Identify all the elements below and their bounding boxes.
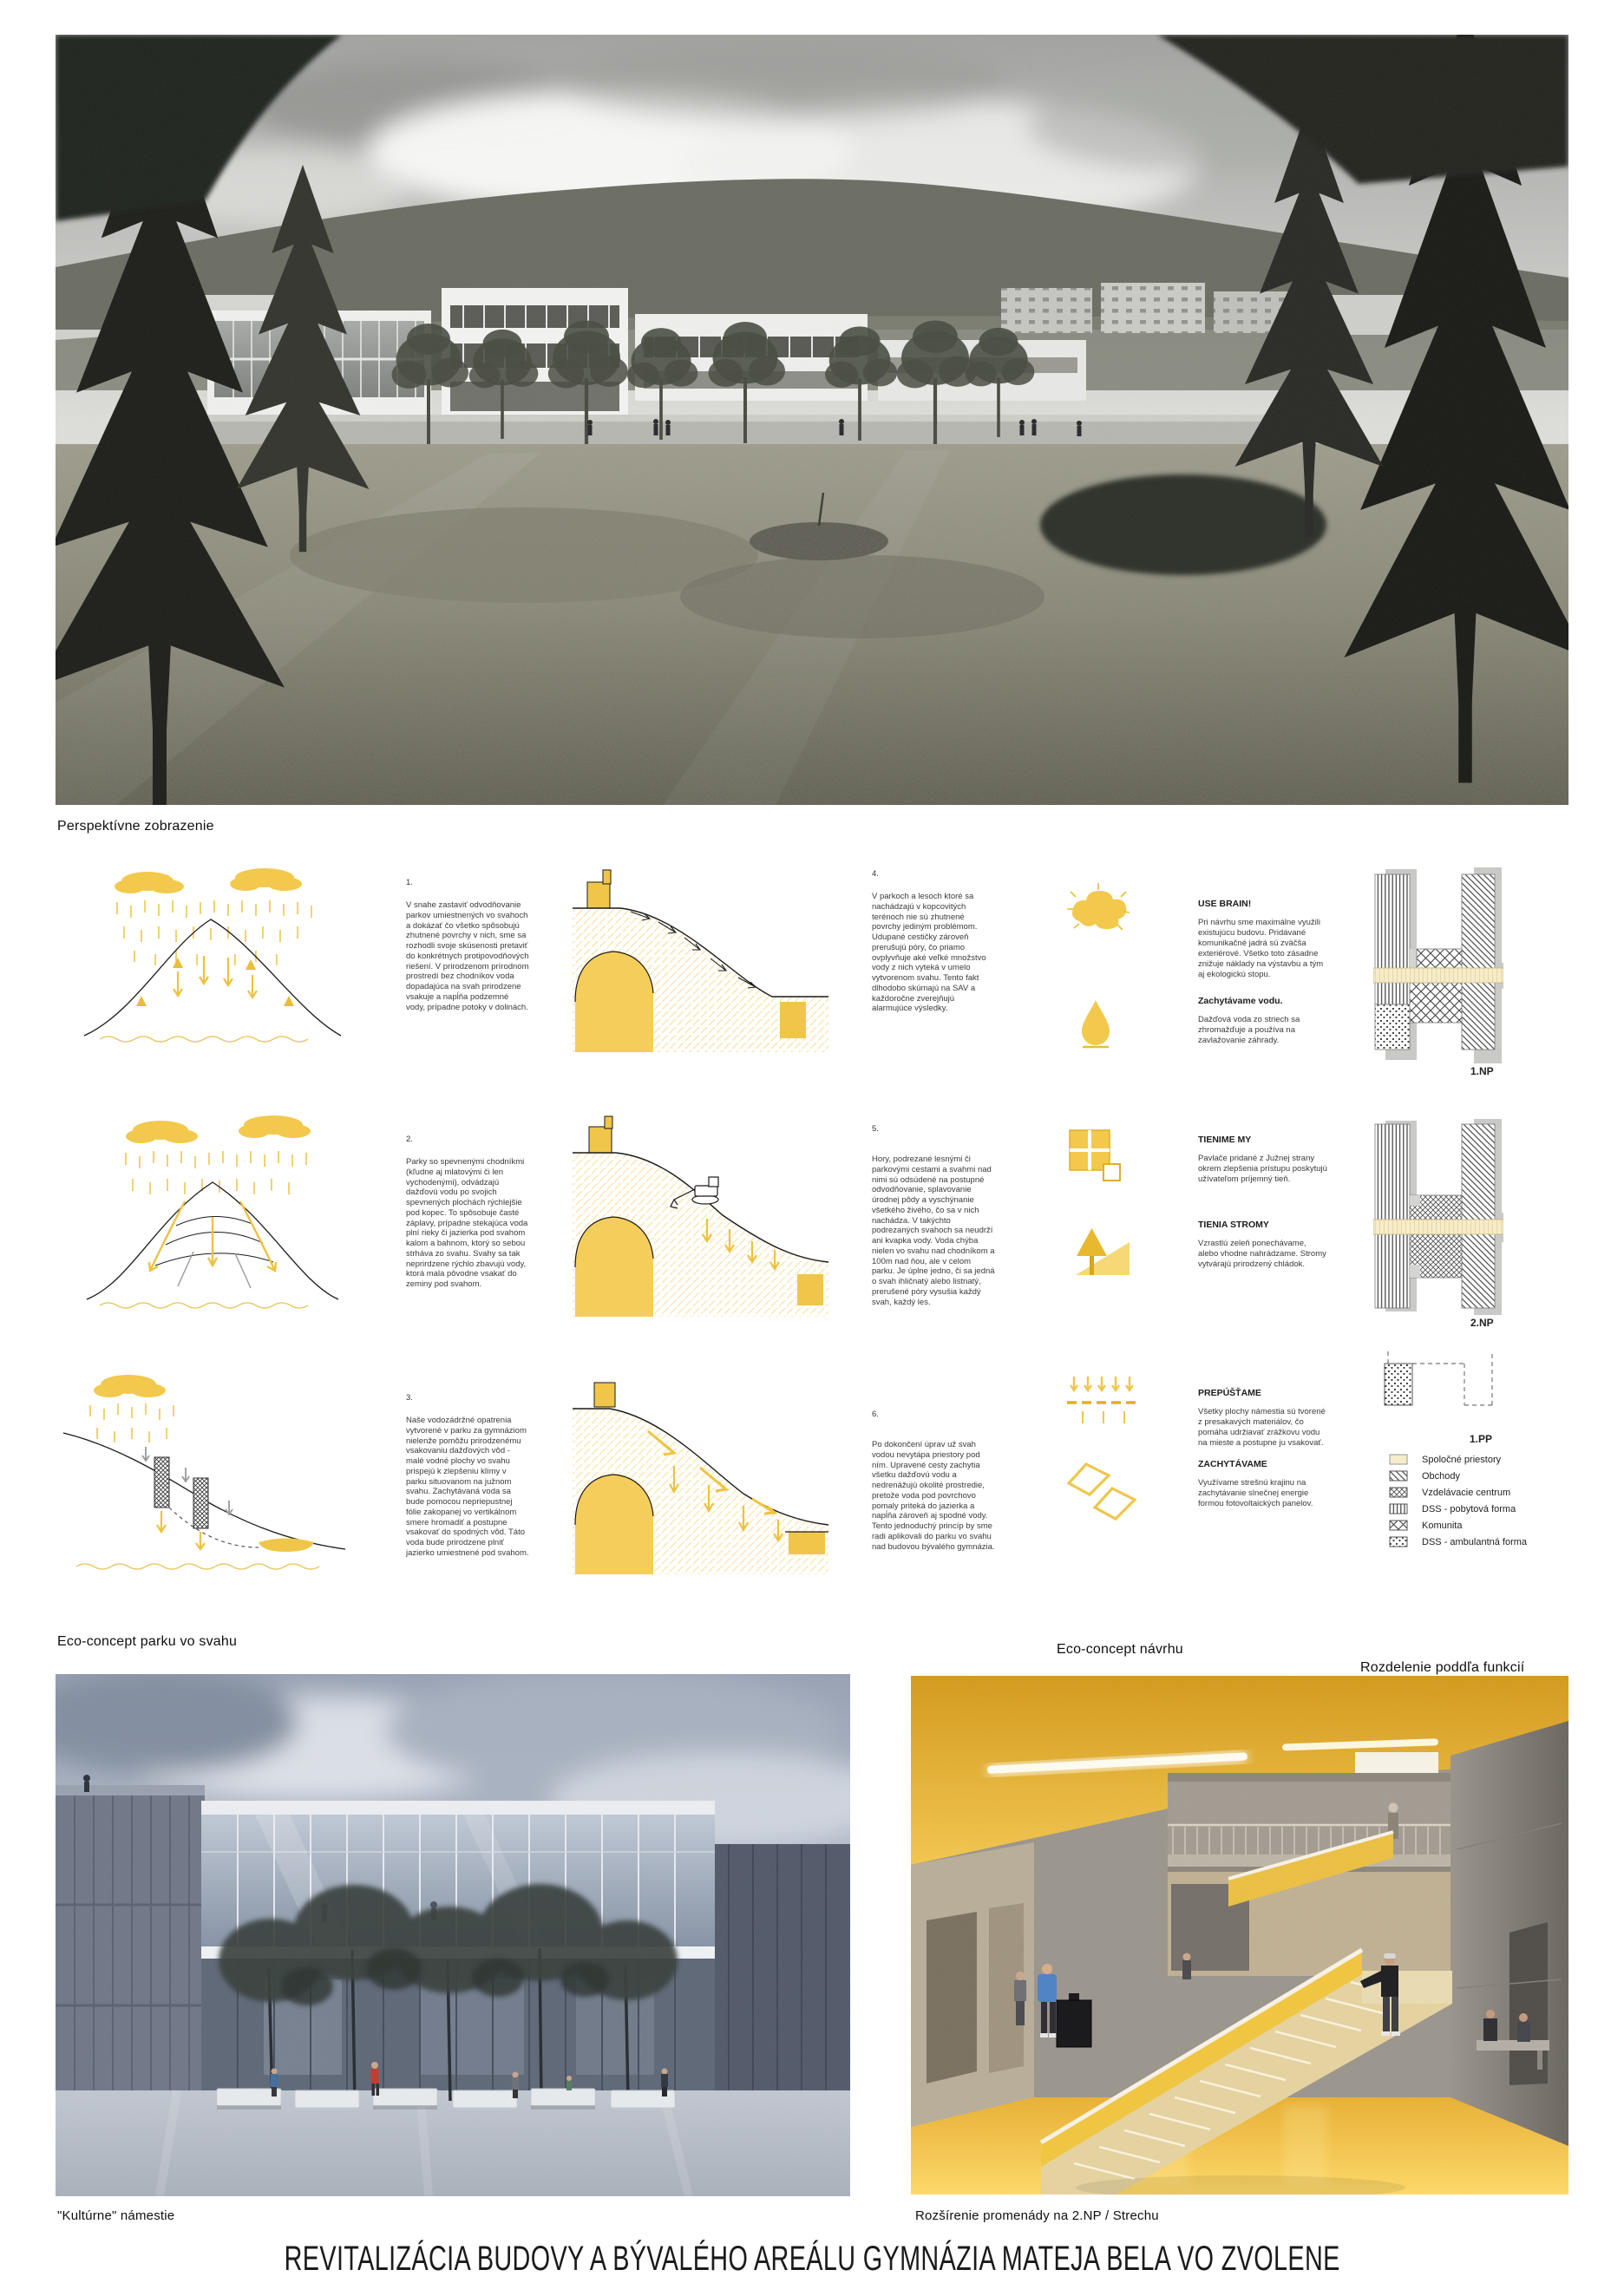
sketch-slope-section-runoff	[568, 863, 833, 1052]
legend-label: Spoločné priestory	[1422, 1454, 1502, 1465]
sketch-hill-retention-walls	[59, 1370, 350, 1574]
text-block-5	[872, 1124, 995, 1307]
floorplan-1np	[1373, 867, 1503, 1063]
block-number: 1.	[406, 878, 413, 887]
caption-eco-park: Eco-concept parku vo svahu	[57, 1634, 238, 1649]
legend-item	[1389, 1520, 1527, 1531]
block-number: 3.	[406, 1393, 413, 1403]
note-use-brain	[1198, 899, 1328, 1067]
block-body: Naše vodozádržné opatrenia vytvorené v parku za gymnáziom nielenže pomôžu prirodzenému vsakovaniu dažďových vôd - malé vodné plochy vo svahu prispejú k zlepšeniu klímy v parku situovanom na južnom svahu. Zachytávaná voda sa bude pomocou nepriepustnej fólie zakopanej vo vertikálnom smere hromadiť a postupne vsakovať do spodných vôd. Táto voda bude prirodzene plniť jazierko umiestnené pod svahom.	[406, 1416, 529, 1558]
legend-swatch-community	[1389, 1520, 1408, 1531]
legend-item	[1389, 1487, 1527, 1498]
caption-functions: Rozdelenie poddľa funkcií	[1360, 1660, 1525, 1675]
note-tienime	[1198, 1135, 1328, 1291]
note-heading: Zachytávame vodu.	[1198, 995, 1283, 1006]
text-block-4	[872, 869, 995, 1014]
window-icon	[1067, 1128, 1123, 1183]
note-paragraph: Dažďová voda zo striech sa zhromažďuje a používa na zavlažovanie záhrady.	[1198, 1014, 1300, 1045]
permeable-surface-icon	[1065, 1375, 1140, 1434]
text-block-2	[406, 1135, 529, 1290]
sketch-hill-paths-runoff	[82, 1113, 343, 1317]
legend-item	[1389, 1470, 1527, 1482]
legend-label: Obchody	[1422, 1470, 1461, 1482]
legend-swatch-education	[1389, 1487, 1408, 1498]
note-paragraph: Využívame strešnú krajinu na zachytávanie slnečnej energie formou fotovoltaických panelov.	[1198, 1477, 1313, 1508]
floorplan-label-1np: 1.NP	[1470, 1065, 1494, 1077]
legend-item	[1389, 1454, 1527, 1465]
sketch-slope-section-infiltration	[568, 1370, 833, 1574]
note-heading: USE BRAIN!	[1198, 899, 1252, 909]
render-cultural-square	[56, 1674, 850, 2196]
functions-legend	[1389, 1454, 1527, 1547]
note-paragraph: Pavlače pridané z Južnej strany okrem zlepšenia prístupu poskytujú užívateľom príjemný tieň.	[1198, 1154, 1327, 1184]
brain-sun-icon	[1065, 883, 1131, 937]
tree-slope-icon	[1065, 1225, 1133, 1280]
text-block-3	[406, 1393, 529, 1559]
legend-swatch-shops	[1389, 1470, 1408, 1482]
note-heading: PREPÚŠŤAME	[1198, 1388, 1261, 1398]
floorplan-1pp	[1381, 1351, 1503, 1431]
caption-eco-navrh: Eco-concept návrhu	[1057, 1642, 1183, 1657]
legend-swatch-dss-ambulant	[1389, 1536, 1408, 1547]
note-prepustame	[1198, 1388, 1328, 1530]
poster-title: REVITALIZÁCIA BUDOVY A BÝVALÉHO AREÁLU GYMNÁZIA MATEJA BELA VO ZVOLENE	[284, 2240, 1340, 2278]
sketch-hill-natural-rain	[82, 866, 343, 1050]
legend-swatch-dss-residential	[1389, 1503, 1408, 1514]
solar-panels-icon	[1067, 1459, 1136, 1525]
block-body: V snahe zastaviť odvodňovanie parkov umiestnených vo svahoch a dokázať čo všetko spôsobujú zhutnené povrchy v nich, sme sa rozhodli svoje skúsenosti pretaviť do konkrétnych protipovodňových riešení. V prirodzenom prírodnom prostredí bez chodníkov voda dopadajúca na svah prirodzene vsakuje a napĺňa podzemné vody, prípadne potoky v dolinách.	[406, 900, 529, 1012]
floorplan-2np	[1373, 1119, 1503, 1315]
legend-swatch-common	[1389, 1454, 1408, 1465]
block-number: 6.	[872, 1410, 879, 1419]
text-block-6	[872, 1410, 995, 1552]
legend-label: Vzdelávacie centrum	[1422, 1487, 1511, 1498]
caption-perspective: Perspektívne zobrazenie	[57, 819, 214, 834]
legend-label: DSS - ambulantná forma	[1422, 1536, 1528, 1547]
floorplan-label-1pp: 1.PP	[1470, 1433, 1493, 1445]
legend-item	[1389, 1536, 1527, 1547]
note-paragraph: Vzrastlú zeleň ponechávame, alebo vhodne nahrádzame. Stromy vytvárajú prirodzený chládok.	[1198, 1238, 1326, 1269]
legend-label: Komunita	[1422, 1520, 1463, 1531]
note-paragraph: Všetky plochy námestia sú tvorené z presakavých materiálov, čo pomáha udržiavať zrážkovu vodu na mieste a postupne ju vsakovať.	[1198, 1407, 1326, 1448]
render-promenade-interior	[911, 1676, 1568, 2195]
note-paragraph: Pri návrhu sme maximálne využili existujúcu budovu. Pridávané komunikačné jadrá sú zväčša exteriérové. Všetko toto zásadne znižuje náklady na výstavbu a tým aj ekologickú stopu.	[1198, 918, 1324, 979]
block-number: 2.	[406, 1135, 413, 1144]
block-body: Parky so spevnenými chodníkmi (kľudne aj mlatovými či len vychodenými), odvádzajú dažďovú vodu po svojich spevnených plochách rýchlejšie pod kopec. To spôsobuje časté záplavy, prípadne stekajúca voda plní rieky či jazierka pod svahom kalom a bahnom, ktorý so sebou strháva zo svahu. Svahy sa tak neprirdzene rýchlo zbavujú vody, ktorá mala pôvodne vsakať do zeminy pod svahom.	[406, 1157, 528, 1290]
note-heading: ZACHYTÁVAME	[1198, 1458, 1267, 1469]
note-heading: TIENIME MY	[1198, 1135, 1252, 1145]
sketch-slope-section-excavator	[568, 1113, 833, 1317]
block-body: Hory, podrezané lesnými či parkovými cestami a svahmi nad nimi sú odsúdené na postupné odvodňovanie, splavovanie úrodnej pôdy a vyschýnanie všetkého živého, čo sa v nich nachádza. V takýchto podrezaných svahoch sa neudrží ani kvapka vody. Voda chýba nielen vo svahu nad chodníkom a 100m nad ňou, ale v celom parku. Je úplne jedno, či sa jedná o svah ihličnatý alebo listnatý, prerušené póry vysušia každý svah, každý les.	[872, 1155, 995, 1307]
block-number: 4.	[872, 869, 879, 879]
legend-label: DSS - pobytová forma	[1422, 1503, 1516, 1514]
block-body: V parkoch a lesoch ktoré sa nachádzajú v kopcovitých terénoch nie sú zhutnené povrchy jediným problémom. Udupané cestičky zároveň prerušujú póry, čo priamo ovplyvňuje aké veľké množstvo vody z nich vyteká v umelo vytvorenom svahu. Tento fakt dlhodobo skúmajú na SAV a každoročne zverejňujú alarmujúce výsledky.	[872, 892, 986, 1014]
poster-title-row	[0, 2240, 1624, 2279]
perspective-rendering-image	[56, 35, 1568, 805]
caption-render-left: "Kultúrne" námestie	[57, 2208, 175, 2223]
block-body: Po dokončení úprav už svah vodou nevytápa priestory pod ním. Upravené cesty zachytia všetku dažďovú vodu a nedrenážujú okolité prostredie, pretože voda pod povrchovo pomaly priteká do jazierka a napĺňa zároveň aj spodné vody. Tento jednoduchý princíp by sme radi aplikovali do parku vo svahu nad budovou bývalého gymnázia.	[872, 1440, 995, 1552]
note-heading: TIENIA STROMY	[1198, 1219, 1269, 1230]
floorplan-label-2np: 2.NP	[1470, 1317, 1494, 1329]
text-block-1	[406, 878, 529, 1012]
caption-render-right: Rozšírenie promenády na 2.NP / Strechu	[915, 2208, 1159, 2223]
legend-item	[1389, 1503, 1527, 1514]
block-number: 5.	[872, 1124, 879, 1134]
water-drop-icon	[1076, 998, 1116, 1050]
